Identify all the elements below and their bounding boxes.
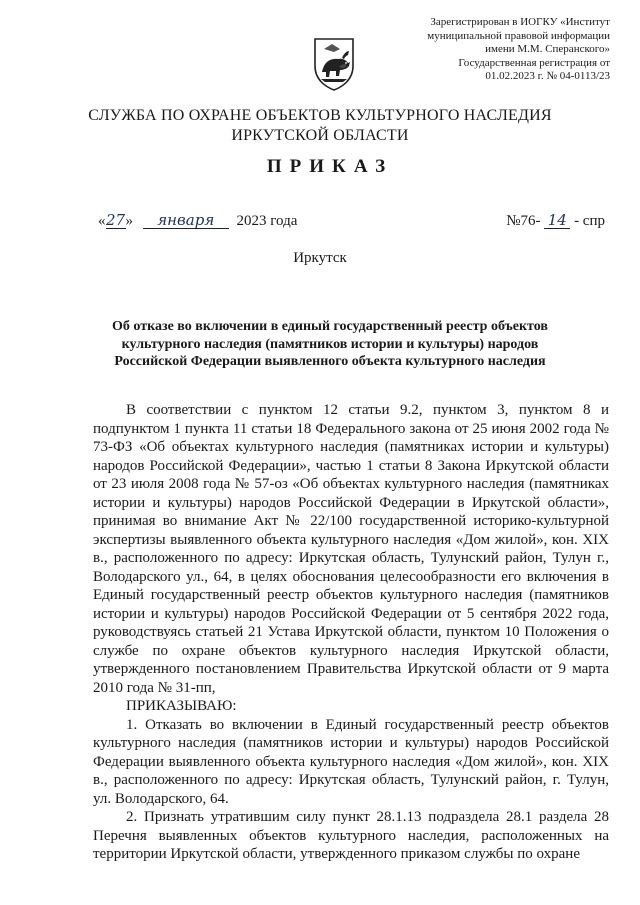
date-year: 2023 года xyxy=(236,213,298,229)
document-type: ПРИКАЗ xyxy=(266,156,394,177)
order-item-1: 1. Отказать во включении в Единый государственный реестр объектов культурного наследия (памятников истории и культуры) народов Российской Федерации выявленного объекта культурного наследия «Дом жилой», кон. XIX в., расположенного по адресу: Иркутская область, Тулунский район, г. Тулун, ул. Володарского, 64. xyxy=(93,716,609,807)
title-line: Российской Федерации выявленного объекта культурного наследия xyxy=(114,354,546,369)
document-title xyxy=(110,318,550,371)
agency-name-line: СЛУЖБА ПО ОХРАНЕ ОБЪЕКТОВ КУЛЬТУРНОГО НАСЛЕДИЯ xyxy=(88,107,552,124)
handwritten-month: января xyxy=(143,212,229,229)
registration-line: Зарегистрирован в ИОГКУ «Институт xyxy=(430,16,610,28)
agency-name-line: ИРКУТСКОЙ ОБЛАСТИ xyxy=(231,127,409,144)
title-line: Об отказе во включении в единый государственный реестр объектов xyxy=(112,319,548,334)
preamble-paragraph: В соответствии с пунктом 12 статьи 9.2, пунктом 3, пунктом 8 и подпунктом 1 пункта 11 статьи 18 Федерального закона от 25 июня 2002 года № 73-ФЗ «Об объектах культурного наследия (памятниках истории и культуры) народов Российской Федерации», частью 1 статьи 8 Закона Иркутской области от 23 июля 2008 года № 57-оз «Об объектах культурного наследия (памятниках истории и культуры) народов Российской Федерации в Иркутской области», принимая во внимание Акт № 22/100 государственной историко-культурной экспертизы выявленного объекта культурного наследия «Дом жилой», кон. XIX в., расположенного по адресу: Иркутская область, Тулунский район, Тулун г., Володарского ул., 64, в целях обоснования целесообразности его включения в Единый государственный реестр объектов культурного наследия (памятников истории и культуры) народов Российской Федерации от 5 сентября 2022 года, руководствуясь статьей 21 Устава Иркутской области, пунктом 10 Положения о службе по охране объектов культурного наследия Иркутской области, утвержденного постановлением Правительства Иркутской области от 9 марта 2010 года № 31-пп, xyxy=(93,402,609,696)
document-body xyxy=(93,401,609,864)
registration-line: муниципальной правовой информации xyxy=(427,29,610,42)
irkutsk-coat-of-arms-icon xyxy=(312,36,356,92)
date-open-quote: « xyxy=(98,213,106,229)
registration-line: имени М.М. Сперанского» xyxy=(485,43,610,55)
order-verb: ПРИКАЗЫВАЮ: xyxy=(126,698,237,714)
order-item-2: 2. Признать утратившим силу пункт 28.1.13 подраздела 28.1 раздела 28 Перечня выявленных объектов культурного наследия, расположенных на территории Иркутской области, утвержденного приказом службы по охране xyxy=(93,809,609,862)
order-number-suffix: - спр xyxy=(574,213,605,229)
order-date xyxy=(98,212,297,230)
agency-name xyxy=(0,106,640,146)
title-line: культурного наследия (памятников истории и культуры) народов xyxy=(121,336,539,352)
date-close-quote: » xyxy=(125,213,133,229)
handwritten-day: 27 xyxy=(105,211,126,229)
handwritten-number: 14 xyxy=(544,212,570,229)
city-name: Иркутск xyxy=(293,250,347,266)
registration-stamp xyxy=(390,16,610,84)
order-number xyxy=(506,212,605,230)
registration-line: 01.02.2023 г. № 04-0113/23 xyxy=(485,70,610,82)
registration-line: Государственная регистрация от xyxy=(458,56,610,69)
order-number-prefix: №76- xyxy=(506,213,541,229)
